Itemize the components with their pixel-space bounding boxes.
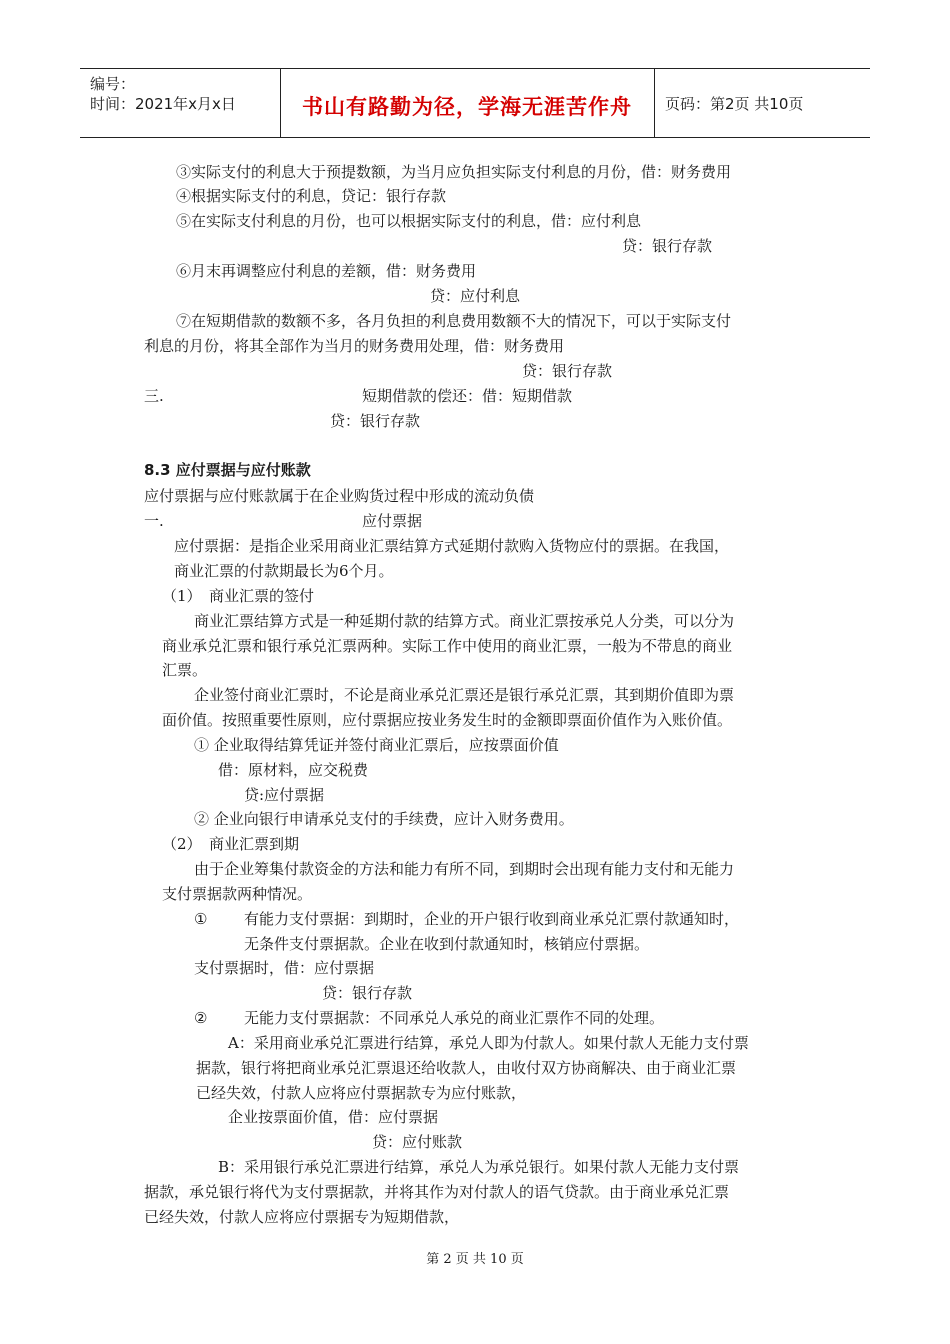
document-date: 时间：2021年x月x日 bbox=[90, 95, 236, 113]
section-heading: 8.3 应付票据与应付账款 bbox=[144, 461, 311, 479]
body-line: 商业汇票的付款期最长为6个月。 bbox=[174, 562, 394, 580]
body-line: 应付票据与应付账款属于在企业购货过程中形成的流动负债 bbox=[144, 487, 535, 505]
body-line: 支付票据时，借：应付票据 bbox=[194, 959, 375, 977]
body-line: 贷：银行存款 bbox=[522, 362, 613, 380]
body-line: 借：原材料，应交税费 bbox=[218, 761, 369, 779]
body-line: ⑤在实际支付利息的月份，也可以根据实际支付的利息，借：应付利息 bbox=[176, 212, 642, 230]
document-number-label: 编号： bbox=[90, 75, 136, 93]
header-page-info: 页码：第2页 共10页 bbox=[665, 95, 804, 113]
body-line: 已经失效，付款人应将应付票据专为短期借款， bbox=[144, 1208, 460, 1226]
body-line: 应付票据：是指企业采用商业汇票结算方式延期付款购入货物应付的票据。在我国， bbox=[174, 537, 730, 555]
page-header bbox=[80, 68, 870, 138]
body-line: 据款，承兑银行将代为支付票据款，并将其作为对付款人的语气贷款。由于商业承兑汇票 bbox=[144, 1183, 730, 1201]
subsection-title: （2） 商业汇票到期 bbox=[162, 835, 300, 853]
subsection-title: （1） 商业汇票的签付 bbox=[162, 587, 315, 605]
body-line: 商业承兑汇票和银行承兑汇票两种。实际工作中使用的商业汇票，一般为不带息的商业 bbox=[162, 637, 733, 655]
body-line: 企业签付商业汇票时，不论是商业承兑汇票还是银行承兑汇票，其到期价值即为票 bbox=[194, 686, 735, 704]
body-line: 贷：银行存款 bbox=[330, 412, 421, 430]
body-line: 有能力支付票据：到期时，企业的开户银行收到商业承兑汇票付款通知时， bbox=[244, 910, 740, 928]
body-line: A：采用商业承兑汇票进行结算，承兑人即为付款人。如果付款人无能力支付票 bbox=[228, 1034, 749, 1052]
body-line: ① 企业取得结算凭证并签付商业汇票后，应按票面价值 bbox=[194, 736, 559, 754]
section-number: 一. bbox=[144, 512, 164, 530]
body-line: 已经失效，付款人应将应付票据款专为应付账款， bbox=[196, 1084, 527, 1102]
body-line: 支付票据款两种情况。 bbox=[162, 885, 313, 903]
body-line: 贷：银行存款 bbox=[322, 984, 413, 1002]
page-footer: 第 2 页 共 10 页 bbox=[426, 1252, 524, 1267]
header-motto: 书山有路勤为径，学海无涯苦作舟 bbox=[302, 95, 632, 119]
header-meta-cell bbox=[80, 69, 281, 137]
section-number: 三. bbox=[144, 387, 164, 405]
body-line: 企业按票面价值，借：应付票据 bbox=[228, 1108, 439, 1126]
body-line: 汇票。 bbox=[162, 661, 208, 679]
header-motto-cell bbox=[280, 69, 655, 137]
body-line: 贷：应付账款 bbox=[372, 1133, 463, 1151]
body-line: 商业汇票结算方式是一种延期付款的结算方式。商业汇票按承兑人分类，可以分为 bbox=[194, 612, 735, 630]
body-line: 贷：应付利息 bbox=[430, 287, 521, 305]
body-line: 据款，银行将把商业承兑汇票退还给收款人，由收付双方协商解决、由于商业汇票 bbox=[196, 1059, 737, 1077]
body-line: 短期借款的偿还：借：短期借款 bbox=[362, 387, 573, 405]
body-line: ② 企业向银行申请承兑支付的手续费，应计入财务费用。 bbox=[194, 810, 574, 828]
body-line: 由于企业筹集付款资金的方法和能力有所不同，到期时会出现有能力支付和无能力 bbox=[194, 860, 735, 878]
body-line: 无条件支付票据款。企业在收到付款通知时，核销应付票据。 bbox=[244, 935, 650, 953]
list-marker: ② bbox=[194, 1009, 208, 1027]
body-line: 面价值。按照重要性原则，应付票据应按业务发生时的金额即票面价值作为入账价值。 bbox=[162, 711, 733, 729]
body-line: 无能力支付票据款：不同承兑人承兑的商业汇票作不同的处理。 bbox=[244, 1009, 665, 1027]
subsection-title: 应付票据 bbox=[362, 512, 423, 530]
body-line: 贷:应付票据 bbox=[244, 786, 325, 804]
body-line: 利息的月份，将其全部作为当月的财务费用处理，借：财务费用 bbox=[144, 337, 565, 355]
body-line: ④根据实际支付的利息，贷记：银行存款 bbox=[176, 187, 447, 205]
body-line: B：采用银行承兑汇票进行结算，承兑人为承兑银行。如果付款人无能力支付票 bbox=[218, 1158, 740, 1176]
body-line: ③实际支付的利息大于预提数额，为当月应负担实际支付利息的月份，借：财务费用 bbox=[176, 163, 732, 181]
body-line: 贷：银行存款 bbox=[622, 237, 713, 255]
list-marker: ① bbox=[194, 910, 208, 928]
body-line: ⑦在短期借款的数额不多，各月负担的利息费用数额不大的情况下，可以于实际支付 bbox=[176, 312, 732, 330]
header-page-cell bbox=[655, 69, 870, 137]
body-line: ⑥月末再调整应付利息的差额，借：财务费用 bbox=[176, 262, 477, 280]
